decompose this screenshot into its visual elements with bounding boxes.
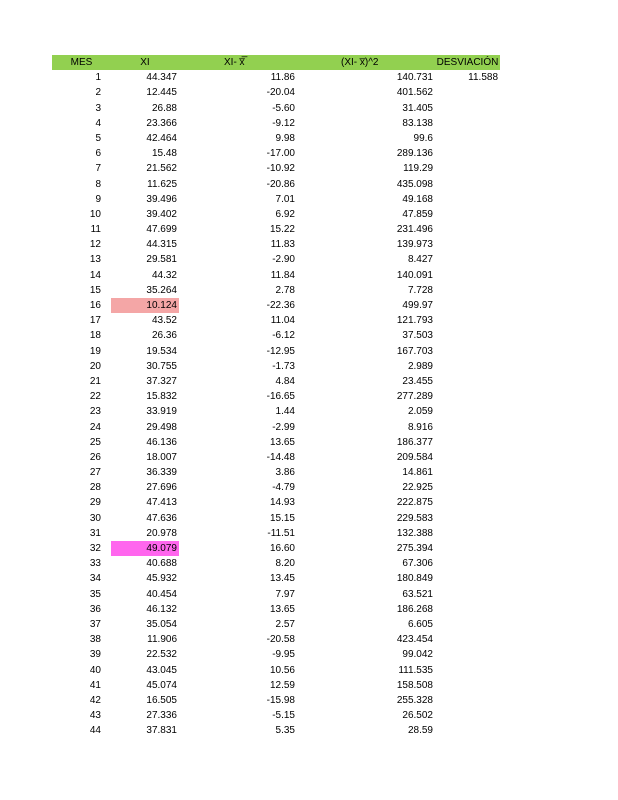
cell-mes[interactable]: 1 xyxy=(95,72,101,84)
cell-mes[interactable]: 4 xyxy=(95,117,101,129)
table-row xyxy=(52,237,500,252)
cell-xi[interactable]: 44.32 xyxy=(151,269,177,281)
cell-deviation[interactable]: -20.04 xyxy=(266,87,295,99)
cell-deviation[interactable]: 11.04 xyxy=(270,315,295,327)
cell-mes[interactable]: 41 xyxy=(89,679,101,691)
cell-xi[interactable]: 44.347 xyxy=(146,72,177,84)
cell-squared-deviation[interactable]: 140.091 xyxy=(396,269,433,281)
table-row xyxy=(52,480,500,495)
cell-deviation[interactable]: 7.01 xyxy=(275,193,295,205)
table-body xyxy=(52,70,500,738)
cell-squared-deviation[interactable]: 28.59 xyxy=(407,725,433,737)
cell-xi[interactable]: 29.498 xyxy=(146,421,177,433)
cell-squared-deviation[interactable]: 401.562 xyxy=(396,87,433,99)
cell-deviation[interactable]: -6.12 xyxy=(272,330,295,342)
cell-squared-deviation[interactable]: 140.731 xyxy=(396,72,433,84)
cell-deviation[interactable]: -5.15 xyxy=(272,710,295,722)
cell-xi[interactable]: 45.074 xyxy=(146,679,177,691)
table-row xyxy=(52,541,500,556)
table-row xyxy=(52,495,500,510)
table-row xyxy=(52,693,500,708)
cell-mes[interactable]: 43 xyxy=(89,710,101,722)
cell-squared-deviation[interactable]: 186.268 xyxy=(396,603,433,615)
cell-squared-deviation[interactable]: 111.535 xyxy=(398,664,433,676)
cell-mes[interactable]: 3 xyxy=(95,102,101,114)
cell-deviation[interactable]: 3.86 xyxy=(275,467,295,479)
cell-xi[interactable]: 39.496 xyxy=(146,193,177,205)
cell-squared-deviation[interactable]: 8.427 xyxy=(407,254,433,266)
cell-xi[interactable]: 47.413 xyxy=(146,497,177,509)
table-row xyxy=(52,359,500,374)
cell-squared-deviation[interactable]: 7.728 xyxy=(407,284,433,296)
cell-mes[interactable]: 36 xyxy=(89,603,101,615)
table-row xyxy=(52,587,500,602)
cell-deviation[interactable]: 13.65 xyxy=(269,436,295,448)
cell-mes[interactable]: 35 xyxy=(89,588,101,600)
cell-mes[interactable]: 21 xyxy=(89,375,101,387)
cell-squared-deviation[interactable]: 275.394 xyxy=(396,543,433,554)
cell-squared-deviation[interactable]: 8.916 xyxy=(407,421,433,433)
cell-deviation[interactable]: -16.65 xyxy=(266,391,295,403)
cell-mes[interactable]: 27 xyxy=(89,467,101,479)
cell-xi[interactable]: 21.562 xyxy=(146,163,177,175)
cell-deviation[interactable]: 6.92 xyxy=(275,208,295,220)
cell-xi[interactable]: 46.136 xyxy=(146,436,177,448)
cell-deviation[interactable]: 2.78 xyxy=(275,284,295,296)
cell-mes[interactable]: 13 xyxy=(89,254,101,266)
cell-xi[interactable]: 27.336 xyxy=(146,710,177,722)
cell-deviation[interactable]: -22.36 xyxy=(266,300,295,311)
cell-deviation[interactable]: 4.84 xyxy=(275,375,295,387)
cell-mes[interactable]: 26 xyxy=(89,451,101,463)
table-row xyxy=(52,131,500,146)
cell-mes[interactable]: 14 xyxy=(89,269,101,281)
cell-squared-deviation[interactable]: 23.455 xyxy=(402,375,433,387)
table-row xyxy=(52,450,500,465)
cell-xi[interactable]: 23.366 xyxy=(146,117,177,129)
cell-deviation[interactable]: 15.22 xyxy=(269,224,295,236)
table-row xyxy=(52,177,500,192)
cell-mes[interactable]: 25 xyxy=(89,436,101,448)
cell-deviation[interactable]: -2.99 xyxy=(272,421,295,433)
cell-mes[interactable]: 22 xyxy=(89,391,101,403)
cell-squared-deviation[interactable]: 139.973 xyxy=(396,239,433,251)
cell-squared-deviation[interactable]: 31.405 xyxy=(402,102,433,114)
cell-deviation[interactable]: -4.79 xyxy=(272,482,295,494)
cell-deviation[interactable]: -17.00 xyxy=(266,148,295,160)
cell-xi[interactable]: 11.625 xyxy=(147,178,177,190)
cell-deviation[interactable]: 2.57 xyxy=(275,618,295,630)
cell-mes[interactable]: 28 xyxy=(89,482,101,494)
cell-xi[interactable]: 37.831 xyxy=(146,725,177,737)
cell-squared-deviation[interactable]: 83.138 xyxy=(402,117,433,129)
cell-desviacion-value[interactable]: 11.588 xyxy=(468,72,498,84)
header-squared-deviation[interactable]: (XI- x̅)^2 xyxy=(297,55,435,70)
table-row xyxy=(52,511,500,526)
cell-deviation[interactable]: 9.98 xyxy=(275,132,295,144)
cell-deviation[interactable]: -15.98 xyxy=(266,694,295,706)
cell-squared-deviation[interactable]: 289.136 xyxy=(396,148,433,160)
table-row xyxy=(52,222,500,237)
table-row xyxy=(52,556,500,571)
cell-squared-deviation[interactable]: 180.849 xyxy=(396,573,433,585)
cell-xi[interactable]: 15.832 xyxy=(146,391,177,403)
cell-mes[interactable]: 40 xyxy=(89,664,101,676)
cell-xi[interactable]: 35.264 xyxy=(146,284,177,296)
cell-squared-deviation[interactable]: 222.875 xyxy=(396,497,433,509)
cell-mes[interactable]: 2 xyxy=(95,87,101,99)
cell-mes[interactable]: 18 xyxy=(89,330,101,342)
table-row xyxy=(52,207,500,222)
cell-mes[interactable]: 12 xyxy=(89,239,101,251)
table-row xyxy=(52,70,500,85)
cell-deviation[interactable]: -1.73 xyxy=(272,360,295,372)
cell-squared-deviation[interactable]: 167.703 xyxy=(396,345,433,357)
table-row xyxy=(52,268,500,283)
cell-squared-deviation[interactable]: 277.289 xyxy=(396,391,433,403)
table-row xyxy=(52,116,500,131)
table-row xyxy=(52,435,500,450)
cell-xi[interactable]: 37.327 xyxy=(146,375,177,387)
table-row xyxy=(52,85,500,100)
data-table xyxy=(52,55,500,738)
table-row xyxy=(52,298,500,313)
cell-squared-deviation[interactable]: 67.306 xyxy=(402,558,433,570)
header-row xyxy=(52,55,500,70)
cell-deviation[interactable]: 12.59 xyxy=(269,679,295,691)
header-xi[interactable]: XI xyxy=(111,55,179,70)
cell-xi[interactable]: 35.054 xyxy=(146,618,177,630)
cell-deviation[interactable]: -20.58 xyxy=(266,634,295,646)
cell-deviation[interactable]: 11.86 xyxy=(270,72,295,84)
cell-xi[interactable]: 47.636 xyxy=(146,512,177,524)
cell-xi[interactable]: 27.696 xyxy=(146,482,177,494)
table-row xyxy=(52,571,500,586)
cell-squared-deviation[interactable]: 132.388 xyxy=(396,527,433,539)
cell-xi[interactable]: 19.534 xyxy=(146,345,177,357)
cell-mes[interactable]: 6 xyxy=(95,148,101,160)
cell-xi[interactable]: 11.906 xyxy=(147,634,177,646)
cell-xi[interactable]: 18.007 xyxy=(146,451,177,463)
cell-mes[interactable]: 5 xyxy=(95,132,101,144)
cell-squared-deviation[interactable]: 158.508 xyxy=(396,679,433,691)
cell-xi[interactable]: 40.454 xyxy=(146,588,177,600)
cell-deviation[interactable]: -5.60 xyxy=(272,102,295,114)
cell-xi[interactable]: 30.755 xyxy=(146,360,177,372)
cell-deviation[interactable]: -9.95 xyxy=(272,649,295,661)
cell-mes[interactable]: 42 xyxy=(89,694,101,706)
cell-mes[interactable]: 10 xyxy=(89,208,101,220)
cell-squared-deviation[interactable]: 423.454 xyxy=(396,634,433,646)
header-deviation[interactable]: XI- x̅̅ xyxy=(179,55,297,70)
table-row xyxy=(52,420,500,435)
table-row xyxy=(52,328,500,343)
table-row xyxy=(52,678,500,693)
cell-deviation[interactable]: -14.48 xyxy=(266,451,295,463)
table-row xyxy=(52,617,500,632)
cell-xi[interactable]: 40.688 xyxy=(146,558,177,570)
cell-mes[interactable]: 24 xyxy=(89,421,101,433)
cell-mes[interactable]: 34 xyxy=(89,573,101,585)
cell-mes[interactable]: 39 xyxy=(89,649,101,661)
cell-squared-deviation[interactable]: 499.97 xyxy=(402,300,433,311)
cell-deviation[interactable]: -11.51 xyxy=(267,527,295,539)
cell-squared-deviation[interactable]: 119.29 xyxy=(403,163,433,175)
cell-deviation[interactable]: -20.86 xyxy=(266,178,295,190)
cell-squared-deviation[interactable]: 255.328 xyxy=(396,694,433,706)
cell-mes[interactable]: 20 xyxy=(89,360,101,372)
header-desviacion[interactable]: DESVIACIÓN xyxy=(435,55,500,70)
cell-xi[interactable]: 15.48 xyxy=(151,148,177,160)
table-row xyxy=(52,602,500,617)
table-row xyxy=(52,161,500,176)
cell-xi[interactable]: 36.339 xyxy=(146,467,177,479)
header-mes[interactable]: MES xyxy=(52,55,111,70)
table-row xyxy=(52,723,500,738)
cell-squared-deviation[interactable]: 47.859 xyxy=(402,208,433,220)
cell-xi[interactable]: 43.52 xyxy=(151,315,177,327)
cell-xi[interactable]: 12.445 xyxy=(146,87,177,99)
cell-xi[interactable]: 22.532 xyxy=(146,649,177,661)
cell-deviation[interactable]: 16.60 xyxy=(269,543,295,554)
cell-squared-deviation[interactable]: 6.605 xyxy=(407,618,433,630)
cell-squared-deviation[interactable]: 37.503 xyxy=(402,330,433,342)
cell-mes[interactable]: 23 xyxy=(89,406,101,418)
cell-xi[interactable]: 45.932 xyxy=(146,573,177,585)
cell-xi[interactable]: 16.505 xyxy=(146,694,177,706)
cell-squared-deviation[interactable]: 231.496 xyxy=(396,224,433,236)
table-row xyxy=(52,647,500,662)
cell-xi[interactable]: 39.402 xyxy=(146,208,177,220)
cell-mes[interactable]: 17 xyxy=(89,315,101,327)
cell-squared-deviation[interactable]: 435.098 xyxy=(396,178,433,190)
cell-xi[interactable]: 44.315 xyxy=(146,239,177,251)
cell-deviation[interactable]: 1.44 xyxy=(275,406,295,418)
cell-xi[interactable]: 49.079 xyxy=(111,541,179,556)
cell-squared-deviation[interactable]: 229.583 xyxy=(396,512,433,524)
cell-squared-deviation[interactable]: 49.168 xyxy=(402,193,433,205)
cell-mes[interactable]: 33 xyxy=(89,558,101,570)
table-row xyxy=(52,192,500,207)
cell-mes[interactable]: 11 xyxy=(90,224,101,236)
cell-mes[interactable]: 19 xyxy=(89,345,101,357)
cell-deviation[interactable]: -12.95 xyxy=(266,345,295,357)
table-row xyxy=(52,404,500,419)
cell-squared-deviation[interactable]: 2.989 xyxy=(407,360,433,372)
cell-deviation[interactable]: 8.20 xyxy=(275,558,295,570)
table-row xyxy=(52,708,500,723)
cell-squared-deviation[interactable]: 99.042 xyxy=(402,649,433,661)
cell-mes[interactable]: 9 xyxy=(95,193,101,205)
cell-squared-deviation[interactable]: 26.502 xyxy=(402,710,433,722)
cell-xi[interactable]: 10.124 xyxy=(111,298,179,313)
cell-deviation[interactable]: 7.97 xyxy=(275,588,295,600)
table-row xyxy=(52,632,500,647)
cell-mes[interactable]: 37 xyxy=(89,618,101,630)
cell-mes[interactable]: 30 xyxy=(89,512,101,524)
cell-deviation[interactable]: -2.90 xyxy=(272,254,295,266)
cell-squared-deviation[interactable]: 209.584 xyxy=(396,451,433,463)
cell-deviation[interactable]: -10.92 xyxy=(266,163,295,175)
cell-deviation[interactable]: 11.84 xyxy=(270,269,295,281)
table-row xyxy=(52,146,500,161)
cell-mes[interactable]: 32 xyxy=(89,543,101,554)
cell-xi[interactable]: 33.919 xyxy=(146,406,177,418)
cell-mes[interactable]: 16 xyxy=(89,300,101,311)
table-row xyxy=(52,526,500,541)
cell-squared-deviation[interactable]: 2.059 xyxy=(407,406,433,418)
cell-mes[interactable]: 29 xyxy=(89,497,101,509)
cell-deviation[interactable]: 14.93 xyxy=(269,497,295,509)
cell-deviation[interactable]: 10.56 xyxy=(269,664,295,676)
table-row xyxy=(52,313,500,328)
table-row xyxy=(52,101,500,116)
cell-deviation[interactable]: 13.45 xyxy=(269,573,295,585)
cell-squared-deviation[interactable]: 22.925 xyxy=(402,482,433,494)
cell-xi[interactable]: 43.045 xyxy=(146,664,177,676)
cell-mes[interactable]: 44 xyxy=(89,725,101,737)
cell-mes[interactable]: 15 xyxy=(89,284,101,296)
cell-squared-deviation[interactable]: 186.377 xyxy=(396,436,433,448)
cell-deviation[interactable]: -9.12 xyxy=(272,117,295,129)
table-row xyxy=(52,252,500,267)
cell-xi[interactable]: 26.36 xyxy=(151,330,177,342)
cell-squared-deviation[interactable]: 14.861 xyxy=(402,467,433,479)
cell-squared-deviation[interactable]: 63.521 xyxy=(402,588,433,600)
cell-deviation[interactable]: 13.65 xyxy=(269,603,295,615)
cell-mes[interactable]: 31 xyxy=(89,527,101,539)
table-row xyxy=(52,465,500,480)
cell-xi[interactable]: 47.699 xyxy=(146,224,177,236)
cell-deviation[interactable]: 5.35 xyxy=(275,725,295,737)
cell-deviation[interactable]: 11.83 xyxy=(270,239,295,251)
table-row xyxy=(52,374,500,389)
cell-mes[interactable]: 7 xyxy=(95,163,101,175)
cell-mes[interactable]: 8 xyxy=(95,178,101,190)
table-row xyxy=(52,344,500,359)
cell-xi[interactable]: 20.978 xyxy=(146,527,177,539)
cell-deviation[interactable]: 15.15 xyxy=(269,512,295,524)
cell-squared-deviation[interactable]: 121.793 xyxy=(396,315,433,327)
table-row xyxy=(52,389,500,404)
cell-xi[interactable]: 46.132 xyxy=(146,603,177,615)
cell-xi[interactable]: 26.88 xyxy=(151,102,177,114)
table-row xyxy=(52,663,500,678)
table-row xyxy=(52,283,500,298)
cell-squared-deviation[interactable]: 99.6 xyxy=(413,132,433,144)
cell-xi[interactable]: 42.464 xyxy=(146,132,177,144)
cell-mes[interactable]: 38 xyxy=(89,634,101,646)
cell-xi[interactable]: 29.581 xyxy=(146,254,177,266)
